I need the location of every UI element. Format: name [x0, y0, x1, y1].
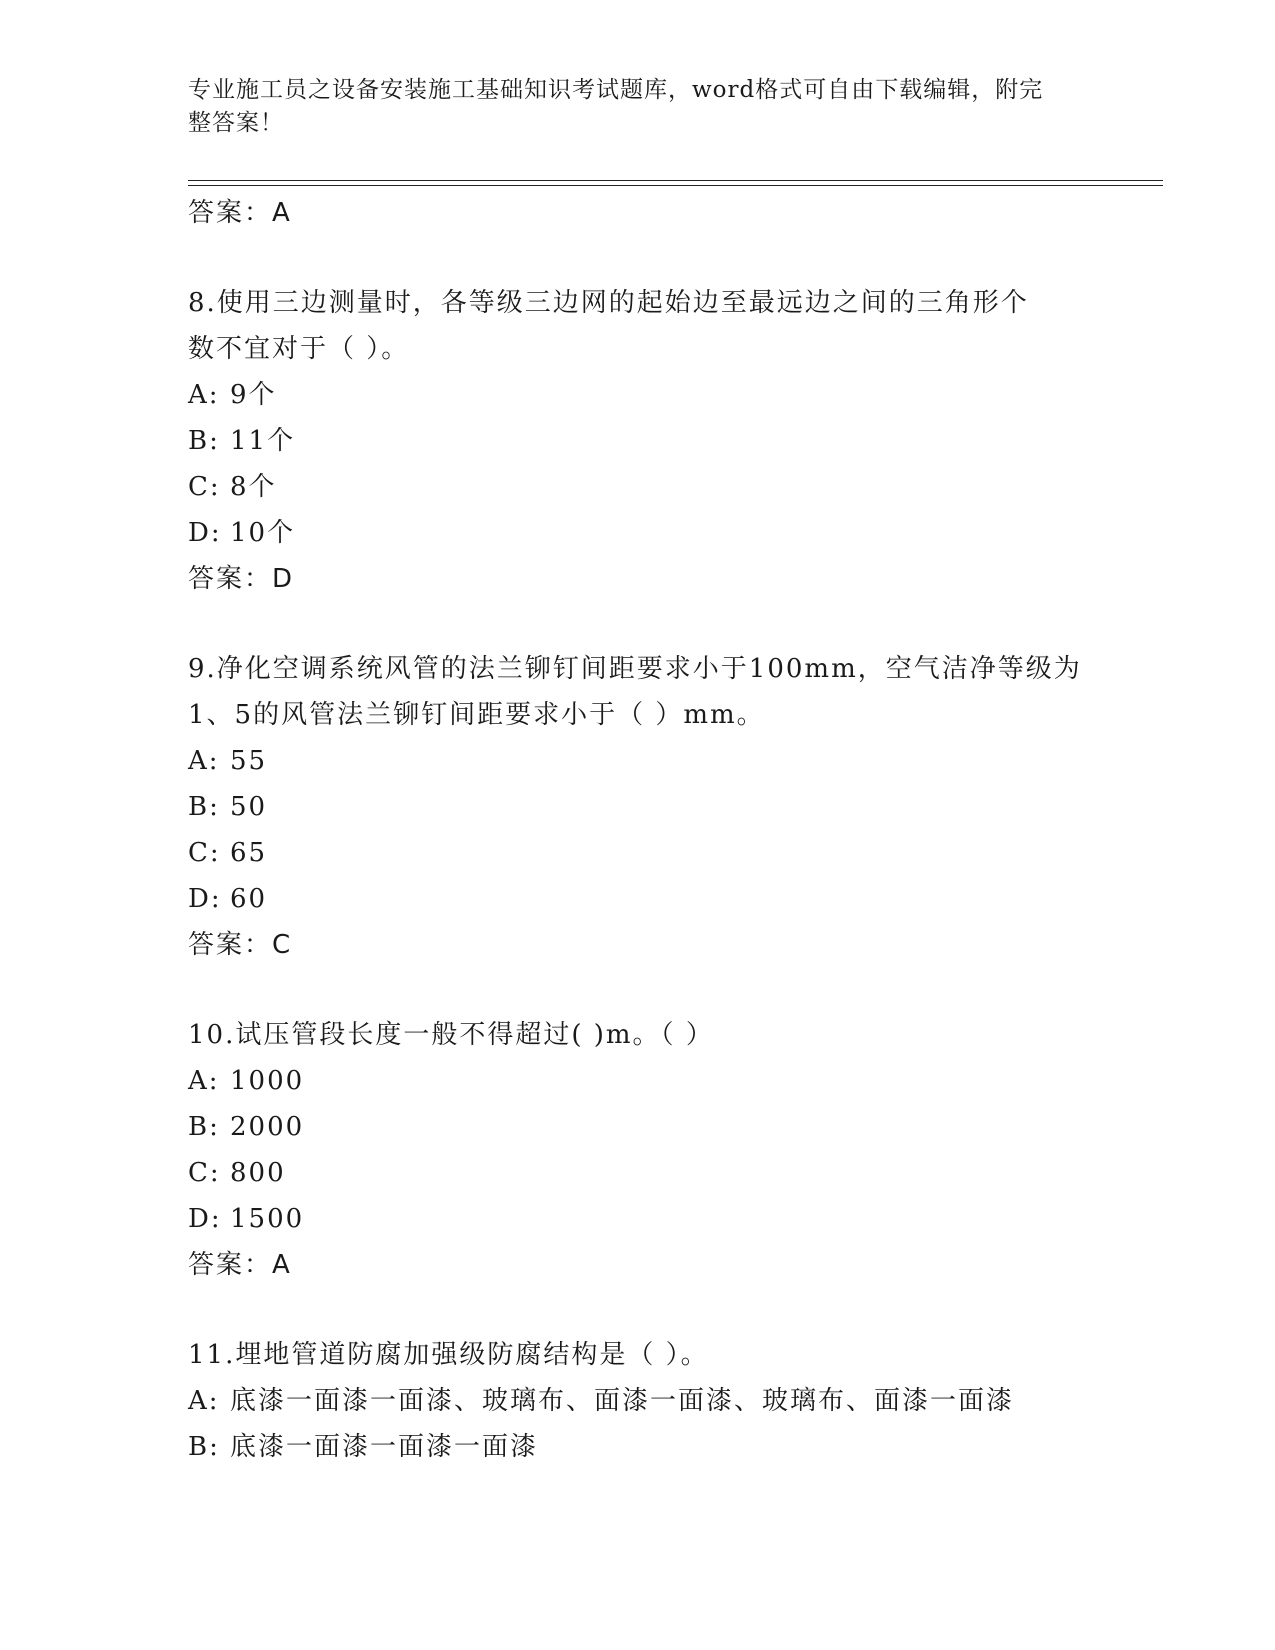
- option-text: 65: [230, 838, 268, 868]
- option-text: 9个: [230, 380, 277, 410]
- option-letter: A:: [188, 380, 220, 410]
- option-letter: C:: [188, 838, 221, 868]
- spacer: [188, 1288, 1118, 1332]
- option-d: [188, 510, 1118, 556]
- option-a: [188, 1378, 1118, 1424]
- option-letter: D:: [188, 1204, 222, 1234]
- option-text: 1000: [230, 1066, 305, 1096]
- option-text: 2000: [230, 1112, 305, 1142]
- option-letter: B:: [188, 1112, 220, 1142]
- option-letter: C:: [188, 472, 221, 502]
- option-d: [188, 1196, 1118, 1242]
- option-letter: A:: [188, 1386, 220, 1416]
- option-letter: D:: [188, 518, 222, 548]
- question-9: [188, 646, 1118, 968]
- option-text: 8个: [230, 472, 277, 502]
- option-text: 55: [230, 746, 268, 776]
- question-10: [188, 1012, 1118, 1288]
- header-rule-bottom: [188, 185, 1163, 186]
- option-b: [188, 1104, 1118, 1150]
- spacer: [188, 602, 1118, 646]
- option-a: [188, 372, 1118, 418]
- option-text: 底漆一面漆一面漆、玻璃布、面漆一面漆、玻璃布、面漆一面漆: [230, 1386, 1015, 1416]
- option-b: [188, 418, 1118, 464]
- option-letter: A:: [188, 1066, 220, 1096]
- spacer: [188, 236, 1118, 280]
- answer-q7: 答案：A: [188, 198, 292, 228]
- option-text: 11个: [230, 426, 296, 456]
- document-header: [188, 74, 1068, 140]
- question-text-line: 9.净化空调系统风管的法兰铆钉间距要求小于100mm，空气洁净等级为: [188, 654, 1082, 684]
- option-letter: C:: [188, 1158, 221, 1188]
- question-11: [188, 1332, 1118, 1470]
- option-text: 10个: [230, 518, 296, 548]
- question-text-line: 数不宜对于（ ）。: [188, 334, 410, 364]
- option-text: 50: [230, 792, 268, 822]
- question-text-line: 1、5的风管法兰铆钉间距要求小于（ ）mm。: [188, 700, 765, 730]
- option-c: [188, 1150, 1118, 1196]
- spacer: [188, 968, 1118, 1012]
- option-text: 1500: [230, 1204, 305, 1234]
- option-text: 800: [230, 1158, 286, 1188]
- option-text: 底漆一面漆一面漆一面漆: [230, 1432, 539, 1462]
- option-b: [188, 784, 1118, 830]
- question-list: [188, 190, 1118, 1470]
- option-c: [188, 830, 1118, 876]
- option-b: [188, 1424, 1118, 1470]
- option-letter: B:: [188, 426, 220, 456]
- question-8: [188, 280, 1118, 602]
- option-text: 60: [230, 884, 268, 914]
- option-letter: A:: [188, 746, 220, 776]
- answer-q10: 答案：A: [188, 1250, 292, 1280]
- option-a: [188, 1058, 1118, 1104]
- option-letter: B:: [188, 1432, 220, 1462]
- answer-q8: 答案：D: [188, 564, 295, 594]
- answer-q9: 答案：C: [188, 930, 293, 960]
- header-line-1: 专业施工员之设备安装施工基础知识考试题库，word格式可自由下载编辑，附完: [188, 77, 1044, 103]
- option-letter: D:: [188, 884, 222, 914]
- header-line-2: 整答案！: [188, 110, 284, 136]
- question-text-line: 11.埋地管道防腐加强级防腐结构是（ ）。: [188, 1340, 709, 1370]
- option-d: [188, 876, 1118, 922]
- option-c: [188, 464, 1118, 510]
- option-letter: B:: [188, 792, 220, 822]
- question-text-line: 8.使用三边测量时，各等级三边网的起始边至最远边之间的三角形个: [188, 288, 1029, 318]
- question-text-line: 10.试压管段长度一般不得超过( )m。（ ）: [188, 1020, 714, 1050]
- header-rule-top: [188, 180, 1163, 181]
- option-a: [188, 738, 1118, 784]
